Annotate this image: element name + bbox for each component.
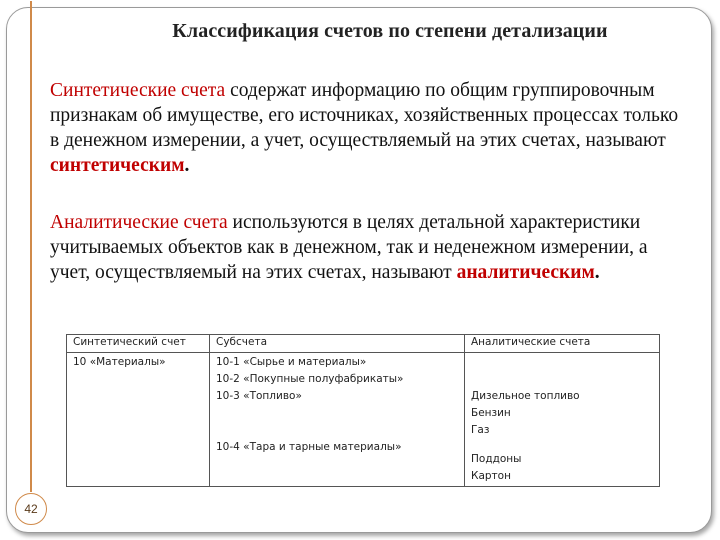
header-subaccounts: Субсчета bbox=[210, 335, 465, 353]
analytic-definition bbox=[50, 210, 680, 285]
synthetic-text: содержат информацию по общим группировочным признакам об имуществе, его источниках, хозяйственных процессах только в денежном измерении, а учет, осуществляемый на этих счетах, называют bbox=[50, 80, 679, 151]
analytic-3: Газ bbox=[471, 424, 490, 436]
analytic-highlight: аналитическим bbox=[456, 262, 595, 283]
analytic-5: Картон bbox=[471, 470, 511, 482]
subaccount-2: 10-2 «Покупные полуфабрикаты» bbox=[216, 373, 404, 385]
synthetic-end: . bbox=[184, 155, 190, 176]
subaccount-1: 10-1 «Сырье и материалы» bbox=[216, 356, 367, 368]
subaccount-4: 10-4 «Тара и тарные материалы» bbox=[216, 441, 402, 453]
analytic-text: используются в целях детальной характеристики учитываемых объектов как в денежном, так и неденежном измерении, а учет, осуществляемый на этих счетах, называют bbox=[50, 212, 648, 283]
analytic-2: Бензин bbox=[471, 407, 511, 419]
subaccounts-cell bbox=[210, 353, 465, 487]
analytic-end: . bbox=[594, 262, 600, 283]
analytic-1: Дизельное топливо bbox=[471, 390, 580, 402]
analytic-4: Поддоны bbox=[471, 453, 522, 465]
page-number-badge bbox=[15, 493, 47, 525]
synthetic-term: Синтетические счета bbox=[50, 80, 226, 101]
analytic-cell bbox=[465, 353, 660, 487]
synthetic-account: 10 «Материалы» bbox=[73, 356, 166, 368]
table-header-row bbox=[67, 335, 660, 353]
synthetic-definition bbox=[50, 78, 680, 178]
header-analytic: Аналитические счета bbox=[465, 335, 660, 353]
synthetic-highlight: синтетическим bbox=[50, 155, 185, 176]
header-synthetic: Синтетический счет bbox=[67, 335, 210, 353]
page-number: 42 bbox=[24, 502, 38, 516]
table-row bbox=[67, 353, 660, 487]
synthetic-cell bbox=[67, 353, 210, 487]
subaccount-3: 10-3 «Топливо» bbox=[216, 390, 302, 402]
slide-title: Классификация счетов по степени детализации bbox=[172, 20, 608, 42]
analytic-term: Аналитические счета bbox=[50, 212, 228, 233]
accounts-table bbox=[66, 334, 660, 487]
